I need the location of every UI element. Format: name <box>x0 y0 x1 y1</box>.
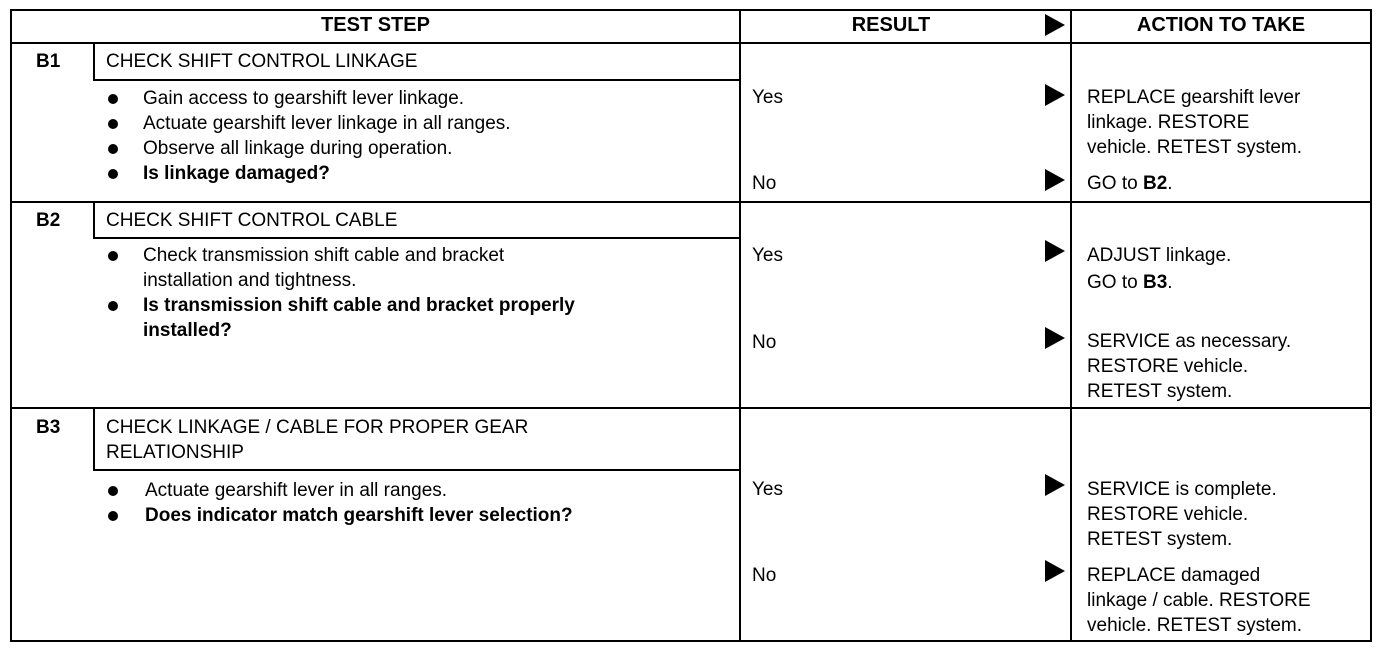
step-b1-question: Is linkage damaged? <box>143 163 330 184</box>
step-title-b3-line-2: RELATIONSHIP <box>106 442 244 463</box>
step-b3-question: Does indicator match gearshift lever selection? <box>145 505 573 526</box>
table-border-left <box>10 9 12 642</box>
step-b2-question-line-2: installed? <box>143 320 232 341</box>
col-divider-action <box>1070 9 1072 642</box>
action-b3-no-line-1: REPLACE damaged <box>1087 565 1261 586</box>
table-border-bottom <box>10 640 1372 642</box>
code-divider-b3 <box>93 408 95 470</box>
step-code-b2: B2 <box>36 210 61 231</box>
step-code-b1: B1 <box>36 51 61 72</box>
code-divider-b2 <box>93 202 95 238</box>
step-b1-bullet-1: Gain access to gearshift lever linkage. <box>143 88 465 109</box>
result-arrow-icon <box>1045 327 1065 349</box>
bullet-icon <box>108 301 118 311</box>
step-b2-bullet-1-line-1: Check transmission shift cable and bracket <box>143 245 505 266</box>
header-divider <box>10 42 1372 44</box>
result-arrow-icon <box>1045 84 1065 106</box>
step-b2-bullet-1-line-2: installation and tightness. <box>143 270 357 291</box>
action-b1-yes-line-2: linkage. RESTORE <box>1087 112 1250 133</box>
action-b2-no-line-1: SERVICE as necessary. <box>1087 331 1292 352</box>
action-b2-yes-line-1: ADJUST linkage. <box>1087 245 1232 266</box>
bullet-icon <box>108 119 118 129</box>
result-b1-yes: Yes <box>752 87 783 108</box>
step-b1-bullet-3: Observe all linkage during operation. <box>143 138 453 159</box>
bullet-icon <box>108 511 118 521</box>
action-b1-yes-line-1: REPLACE gearshift lever <box>1087 87 1301 108</box>
header-action: ACTION TO TAKE <box>1136 13 1306 36</box>
step-code-b3: B3 <box>36 417 61 438</box>
result-arrow-icon <box>1045 169 1065 191</box>
result-b1-no: No <box>752 173 777 194</box>
row-divider-b3 <box>10 407 1372 409</box>
title-underline-b1 <box>93 79 740 81</box>
title-underline-b3 <box>93 469 740 471</box>
step-title-b2: CHECK SHIFT CONTROL CABLE <box>106 210 398 231</box>
result-arrow-icon <box>1045 474 1065 496</box>
result-b2-yes: Yes <box>752 245 783 266</box>
action-b3-no-line-2: linkage / cable. RESTORE <box>1087 590 1311 611</box>
action-b2-yes-line-2: GO to B3. <box>1087 272 1173 293</box>
bullet-icon <box>108 251 118 261</box>
action-b3-no-line-3: vehicle. RETEST system. <box>1087 615 1303 636</box>
step-title-b3-line-1: CHECK LINKAGE / CABLE FOR PROPER GEAR <box>106 417 529 438</box>
result-b2-no: No <box>752 332 777 353</box>
result-b3-yes: Yes <box>752 479 783 500</box>
bullet-icon <box>108 144 118 154</box>
step-title-b1: CHECK SHIFT CONTROL LINKAGE <box>106 51 418 72</box>
result-arrow-icon <box>1045 240 1065 262</box>
header-arrow-icon <box>1045 14 1065 36</box>
table-border-right <box>1370 9 1372 642</box>
row-divider-b2 <box>10 201 1372 203</box>
header-result: RESULT <box>851 13 931 36</box>
action-b3-yes-line-1: SERVICE is complete. <box>1087 479 1277 500</box>
col-divider-result <box>739 9 741 642</box>
step-b1-bullet-2: Actuate gearshift lever linkage in all ranges. <box>143 113 511 134</box>
header-test-step: TEST STEP <box>321 13 430 36</box>
title-underline-b2 <box>93 237 740 239</box>
code-divider-b1 <box>93 43 95 80</box>
action-b2-no-line-2: RESTORE vehicle. <box>1087 356 1249 377</box>
action-b3-yes-line-2: RESTORE vehicle. <box>1087 504 1249 525</box>
action-b2-no-line-3: RETEST system. <box>1087 381 1233 402</box>
result-b3-no: No <box>752 565 777 586</box>
bullet-icon <box>108 169 118 179</box>
bullet-icon <box>108 94 118 104</box>
action-b1-yes-line-3: vehicle. RETEST system. <box>1087 137 1303 158</box>
step-b2-question-line-1: Is transmission shift cable and bracket properly <box>143 295 575 316</box>
action-b1-no: GO to B2. <box>1087 173 1173 194</box>
step-b3-bullet-1: Actuate gearshift lever in all ranges. <box>145 480 448 501</box>
action-b3-yes-line-3: RETEST system. <box>1087 529 1233 550</box>
bullet-icon <box>108 486 118 496</box>
result-arrow-icon <box>1045 560 1065 582</box>
